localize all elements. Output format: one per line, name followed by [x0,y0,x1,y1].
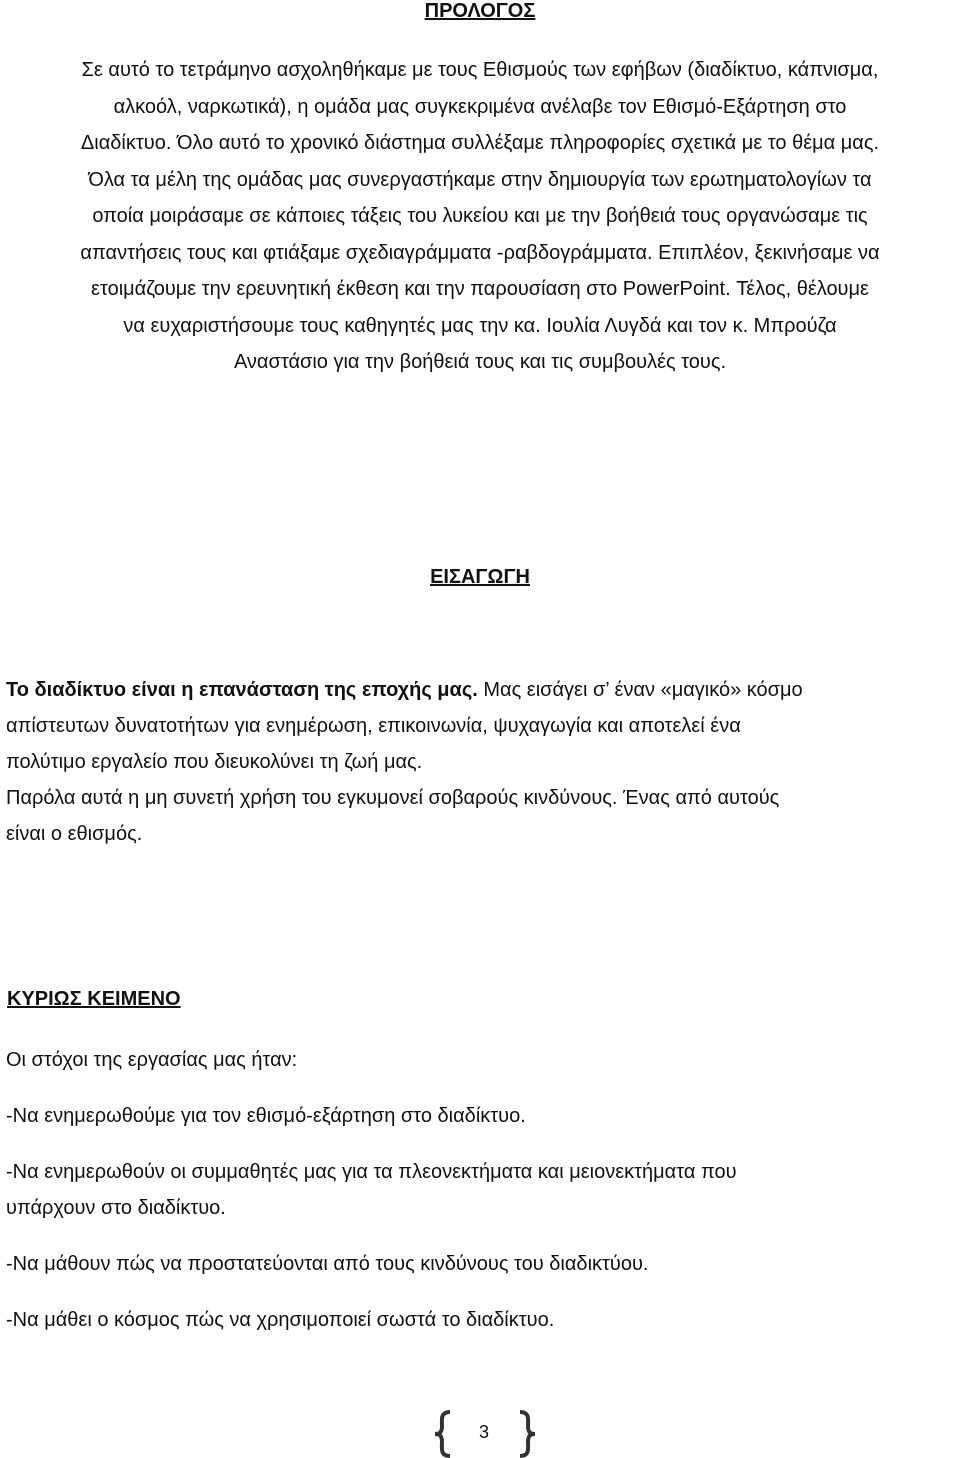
prologue-line: Όλα τα μέλη της ομάδας μας συνεργαστήκαμε στην δημιουργία των ερωτηματολογίων τα [88,168,872,191]
goals-intro: Οι στόχοι της εργασίας μας ήταν: [6,1049,298,1071]
introduction-line: πολύτιμο εργαλείο που διευκολύνει τη ζωή μας. [6,751,423,773]
main-text-title: ΚΥΡΙΩΣ ΚΕΙΜΕΝΟ [7,988,181,1010]
prologue-line: Σε αυτό το τετράμηνο ασχοληθήκαμε με τους Εθισμούς των εφήβων (διαδίκτυο, κάπνισμα, [81,59,879,81]
introduction-paragraph [6,672,946,852]
page-footer [432,1410,544,1458]
introduction-line-rest: Μας εισάγει σ’ έναν «μαγικό» κόσμο [477,679,803,701]
prologue-line: ετοιμάζουμε την ερευνητική έκθεση και την παρουσίαση στο PowerPoint. Τέλος, θέλουμε [91,278,869,300]
prologue-line: απαντήσεις τους και φτιάξαμε σχεδιαγράμματα -ραβδογράμματα. Επιπλέον, ξεκινήσαμε να [80,241,880,264]
goal-item: -Να μάθουν πώς να προστατεύονται από τους κινδύνους του διαδικτύου. [6,1253,649,1275]
prologue-line: Αναστάσιο για την βοήθειά τους και τις συμβουλές τους. [233,351,727,373]
prologue-title: ΠΡΟΛΟΓΟΣ [424,0,536,22]
prologue-line: να ευχαριστήσουμε τους καθηγητές μας την κα. Ιουλία Λυγδά και τον κ. Μπρούζα [123,314,837,337]
goal-item: -Να ενημερωθούμε για τον εθισμό-εξάρτηση στο διαδίκτυο. [6,1105,526,1127]
introduction-first-line [6,672,946,708]
goal-item-continuation: υπάρχουν στο διαδίκτυο. [6,1197,226,1219]
introduction-bold-lead: Το διαδίκτυο είναι η επανάσταση της εποχής μας. [6,679,478,701]
introduction-line: Παρόλα αυτά η μη συνετή χρήση του εγκυμονεί σοβαρούς κινδύνους. Ένας από αυτούς [6,787,780,809]
introduction-title: ΕΙΣΑΓΩΓΗ [430,566,530,588]
prologue-line: οποία μοιράσαμε σε κάποιες τάξεις του λυκείου και με την βοήθειά τους οργανώσαμε τις [92,205,868,227]
goal-item: -Να ενημερωθούν οι συμμαθητές μας για τα πλεονεκτήματα και μειονεκτήματα που [6,1161,737,1183]
goal-item: -Να μάθει ο κόσμος πώς να χρησιμοποιεί σωστά το διαδίκτυο. [6,1309,555,1331]
prologue-paragraph [0,52,960,381]
introduction-line: απίστευτων δυνατοτήτων για ενημέρωση, επικοινωνία, ψυχαγωγία και αποτελεί ένα [6,715,741,737]
page-number: 3 [478,1422,489,1442]
prologue-line: αλκοόλ, ναρκωτικά), η ομάδα μας συγκεκριμένα ανέλαβε τον Εθισμό-Εξάρτηση στο [113,95,847,118]
prologue-line: Διαδίκτυο. Όλο αυτό το χρονικό διάστημα συλλέξαμε πληροφορίες σχετικά με το θέμα μας. [80,132,880,154]
introduction-line: είναι ο εθισμός. [6,823,143,845]
